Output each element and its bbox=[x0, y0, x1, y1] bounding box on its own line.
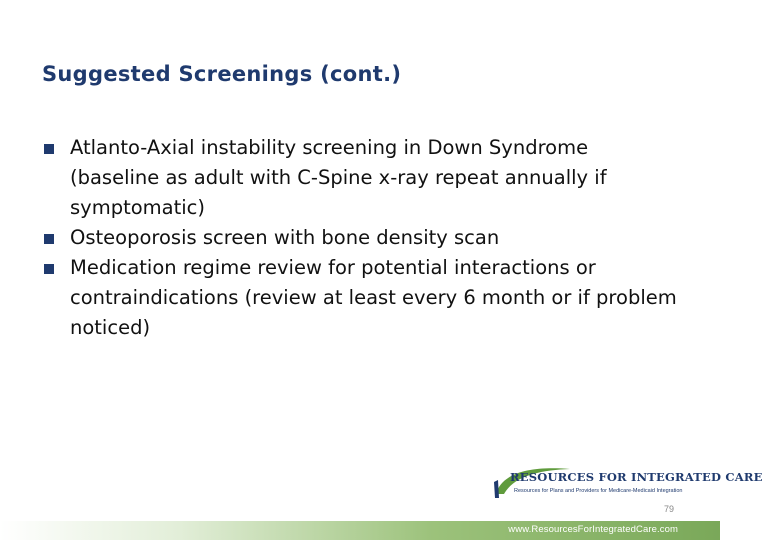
bullet-text: Medication regime review for potential interactions or contraindications (review at least every 6 month or if problem noticed) bbox=[70, 256, 677, 339]
bullet-square-icon bbox=[42, 133, 70, 163]
logo-sub-text: Resources for Plans and Providers for Medicare-Medicaid Integration bbox=[514, 488, 683, 494]
bullet-item bbox=[42, 223, 682, 253]
bullet-text: Osteoporosis screen with bone density scan bbox=[70, 226, 500, 249]
bullet-item bbox=[42, 133, 682, 223]
resources-integrated-care-logo bbox=[492, 464, 763, 504]
bullet-text: Atlanto-Axial instability screening in Down Syndrome (baseline as adult with C-Spine x-ray repeat annually if symptomatic) bbox=[70, 136, 607, 219]
bullet-square-icon bbox=[42, 253, 70, 283]
bullet-item bbox=[42, 253, 682, 343]
logo-main-text: RESOURCES FOR INTEGRATED CARE bbox=[510, 470, 763, 484]
slide-title: Suggested Screenings (cont.) bbox=[42, 62, 402, 86]
footer-url: www.ResourcesForIntegratedCare.com bbox=[508, 524, 678, 535]
bullet-square-icon bbox=[42, 223, 70, 253]
bullet-list bbox=[42, 133, 682, 343]
footer-bar bbox=[0, 521, 720, 540]
page-number: 79 bbox=[664, 504, 675, 514]
